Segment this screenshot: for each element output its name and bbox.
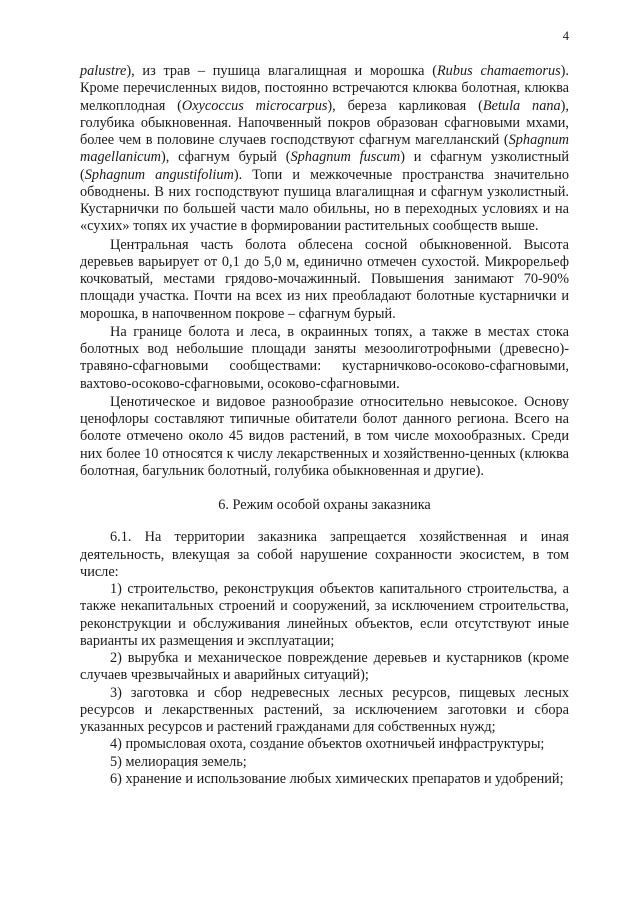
- text-run: ) и сфагнум узколистный (: [80, 149, 569, 183]
- text-run: Ценотическое и видовое разнообразие относительно невысокое. Основу ценофлоры составляют типичные обитатели болот данного региона. Всего на болоте отмечено около 45 видов растений, в том числе мохообразных. Среди них более 10 относятся к числу лекарственных и хозяйственно-ценных (клюква болотная, багульник болотный, голубика обыкновенная и другие).: [80, 393, 569, 479]
- text-run: ). Кроме перечисленных видов, постоянно встречаются клюква болотная, клюква мелкоплодная (: [80, 63, 569, 114]
- restriction-item: 3) заготовка и сбор недревесных лесных ресурсов, пищевых лесных ресурсов и лекарственных растений, за исключением заготовки и сбора указанных ресурсов и растений гражданами для собственных нужд;: [80, 684, 569, 735]
- text-run: Центральная часть болота облесена сосной обыкновенной. Высота деревьев варьирует от 0,1 до 5,0 м, единично отмечен сухостой. Микрорельеф кочковатый, местами грядово-мочажинный. Повышения занимают 70-90% площади участка. Почти на всех из них преобладают болотные кустарнички и морошка, в напочвенном покрове – сфагнум бурый.: [80, 236, 569, 322]
- paragraph: [80, 394, 569, 480]
- text-run: ). Топи и межкочечные пространства значительно обводнены. В них господствуют пушица влагалищная и сфагнум узколистный. Кустарнички по большей части мало обильны, но в переходных условиях и на «сухих» топях их участие в формировании растительных сообществ выше.: [80, 166, 570, 235]
- text-run: ), голубика обыкновенная. Напочвенный покров образован сфагновыми мхами, более чем в половине случаев господствуют сфагнум магелланский (: [80, 97, 569, 148]
- page-number: 4: [562, 29, 569, 43]
- text-run: На границе болота и леса, в окраинных топях, а также в местах стока болотных вод небольшие площади заняты мезоолиготрофными (древесно)-травяно-сфагновыми сообществами: кустарничково-осоково-сфагновыми, вахтово-осоково-сфагновыми, осоково-сфагновыми.: [80, 323, 569, 392]
- text-run: ), береза карликовая (: [327, 97, 483, 114]
- paragraph: [80, 63, 569, 236]
- species-latin-name: palustre: [80, 63, 127, 79]
- paragraph: [80, 324, 569, 393]
- restriction-item: 5) мелиорация земель;: [110, 753, 247, 770]
- restriction-item: 2) вырубка и механическое повреждение деревьев и кустарников (кроме случаев чрезвычайных и аварийных ситуаций);: [80, 650, 569, 684]
- paragraph: [80, 237, 569, 323]
- restriction-item: 4) промысловая охота, создание объектов охотничьей инфраструктуры;: [110, 736, 545, 753]
- section-intro: 6.1. На территории заказника запрещается хозяйственная и иная деятельность, влекущая за собой нарушение сохранности экосистем, в том числе:: [80, 529, 569, 580]
- section-heading: 6. Режим особой охраны заказника: [218, 497, 431, 513]
- document-body: [80, 63, 569, 788]
- restriction-item: 1) строительство, реконструкция объектов капитального строительства, а также некапитальных строений и сооружений, за исключением строительства, реконструкции и обслуживания линейных объектов, если отсутствуют иные варианты их размещения и эксплуатации;: [80, 581, 569, 649]
- restriction-item: 6) хранение и использование любых химических препаратов и удобрений;: [110, 770, 564, 787]
- species-latin-name: Sphagnum angustifolium: [84, 166, 234, 183]
- text-run: ), из трав – пушица влагалищная и морошка (: [126, 63, 437, 79]
- text-run: ), сфагнум бурый (: [161, 149, 291, 166]
- species-latin-name: Sphagnum fuscum: [290, 149, 401, 166]
- species-latin-name: Oxycoccus microcarpus: [181, 97, 328, 114]
- species-latin-name: Betula nana: [482, 97, 561, 114]
- restriction-list: [80, 581, 569, 788]
- species-latin-name: Rubus chamaemorus: [436, 63, 561, 79]
- species-latin-name: Sphagnum magellanicum: [80, 132, 569, 166]
